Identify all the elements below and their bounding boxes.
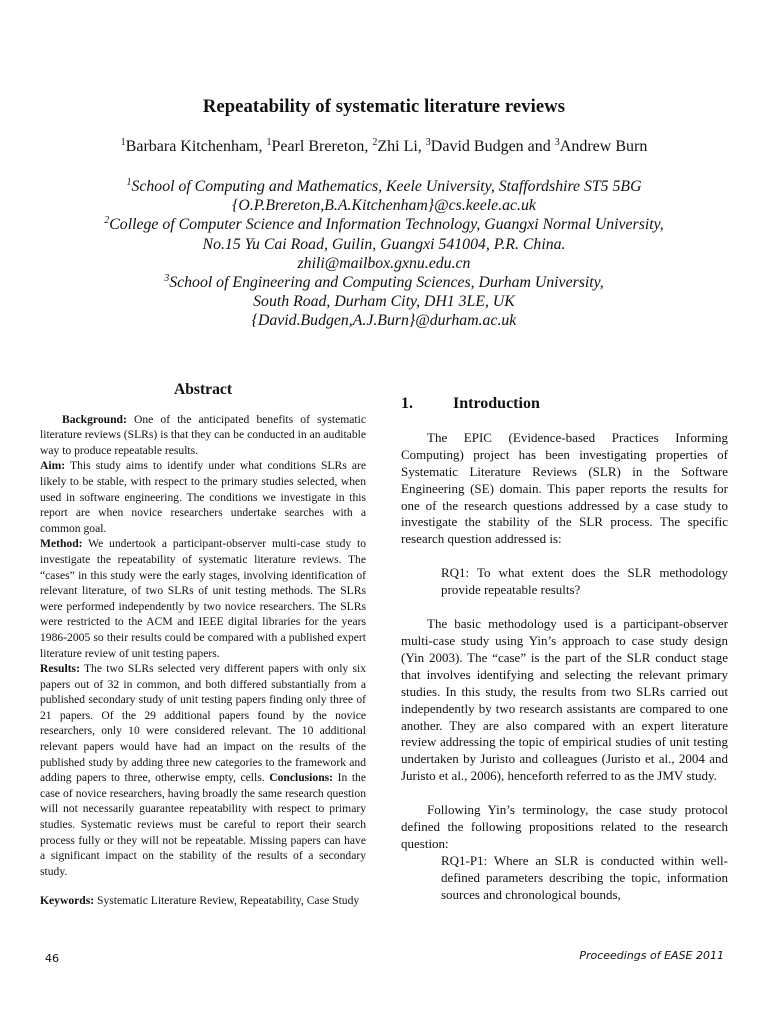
author-list — [0, 138, 768, 156]
abstract-heading: Abstract — [173, 381, 233, 398]
affiliation-block — [0, 177, 768, 331]
author: $^1$Pearl Brereton, — [266, 137, 373, 155]
introduction-column — [401, 396, 728, 904]
abstract-paragraph: Background: One of the anticipated benefits of systematic literature reviews (SLRs) is that they can be conducted in an auditable way to produce repeatable results. — [40, 412, 366, 457]
author: $^3$David Budgen and — [425, 137, 555, 155]
abstract-column — [40, 382, 366, 921]
author: $^1$Barbara Kitchenham, — [120, 137, 267, 155]
affiliation-email: {O.P.Brereton,B.A.Kitchenham}@cs.keele.ac.uk — [232, 197, 536, 215]
page-number: 46 — [45, 952, 59, 965]
proposition: RQ1-P1: Where an SLR is conducted within well-defined parameters describing the topic, information sources and chronological bounds, — [441, 852, 728, 902]
affiliation-email: zhili@mailbox.gxnu.edu.cn — [297, 254, 471, 272]
paper-title: Repeatability of systematic literature reviews — [202, 96, 566, 117]
affiliation-address: South Road, Durham City, DH1 3LE, UK — [253, 293, 515, 311]
intro-paragraph: The EPIC (Evidence-based Practices Informing Computing) project has been investigating properties of Systematic Literature Reviews (SLR) in the Software Engineering (SE) domain. This paper reports the results for one of the research questions addressed by a case study to investigate the stability of the SLR process. The specific research question addressed is: — [401, 429, 728, 547]
intro-paragraph: The basic methodology used is a participant-observer multi-case study using Yin’s approach to case study design (Yin 2003). The “case” is the part of the SLR conduct stage that involves identifying and selecting the relevant primary studies. In this study, the results from two SLRs carried out independently by two research assistants are compared to one another. They are also compared with an expert literature review addressing the topic of empirical studies of unit testing undertaken by Juristo and colleagues (Juristo et al., 2004 and Juristo et al., 2006), henceforth referred to as the JMV study. — [401, 616, 728, 784]
research-question: RQ1: To what extent does the SLR methodology provide repeatable results? — [441, 565, 728, 598]
affiliation-line: $^2$College of Computer Science and Information Technology, Guangxi Normal University, — [104, 215, 664, 234]
abstract-paragraph: Method: We undertook a participant-observer multi-case study to investigate the repeatability of systematic literature reviews. The “cases” in this study were the early stages, involving identification of relevant literature, of two SLRs of unit testing methods. The SLRs were performed independently by two novice researchers. The SLRs were restricted to the ACM and IEEE digital libraries for the years 1986-2005 so their results could be compared with a published expert literature review of unit testing papers. — [40, 537, 366, 660]
affiliation-address: No.15 Yu Cai Road, Guilin, Guangxi 541004, P.R. China. — [202, 235, 566, 253]
intro-paragraph: Following Yin’s terminology, the case study protocol defined the following propositions related to the research question: — [401, 802, 728, 851]
keywords: Keywords: Systematic Literature Review, Repeatability, Case Study — [40, 894, 360, 908]
abstract-paragraph: Aim: This study aims to identify under what conditions SLRs are likely to be stable, with respect to the primary studies selected, when used in software engineering. The conditions we investigate in this report are when novice researchers undertake searches with a common goal. — [40, 459, 366, 535]
abstract-body — [40, 412, 366, 880]
affiliation-line: $^1$School of Computing and Mathematics, Keele University, Staffordshire ST5 5BG — [126, 177, 642, 195]
affiliation-email: {David.Budgen,A.J.Burn}@durham.ac.uk — [251, 312, 517, 330]
author: $^2$Zhi Li, — [372, 137, 426, 155]
proceedings-footer: Proceedings of EASE 2011 — [579, 949, 724, 962]
affiliation-line: $^3$School of Engineering and Computing Sciences, Durham University, — [164, 273, 604, 292]
section-heading: 1. Introduction — [401, 395, 540, 412]
abstract-paragraph: Results: The two SLRs selected very different papers with only six papers out of 32 in common, and both differed substantially from a published secondary study of unit testing papers finding only three of 21 papers. Of the 29 additional papers found by the novice researchers, only 10 were considered relevant. The 10 additional relevant papers would have had an impact on the results of the published study by adding three new categories to the framework and adding papers to three, otherwise empty, cells. Conclusions: In the case of novice researchers, having broadly the same research question will not necessarily guarantee repeatability with respect to primary studies. Systematic reviews must be careful to report their search process fully or they will not be repeatable. Missing papers can have a significant impact on the stability of the results of a secondary study. — [40, 662, 366, 878]
author: $^3$Andrew Burn — [554, 137, 648, 155]
